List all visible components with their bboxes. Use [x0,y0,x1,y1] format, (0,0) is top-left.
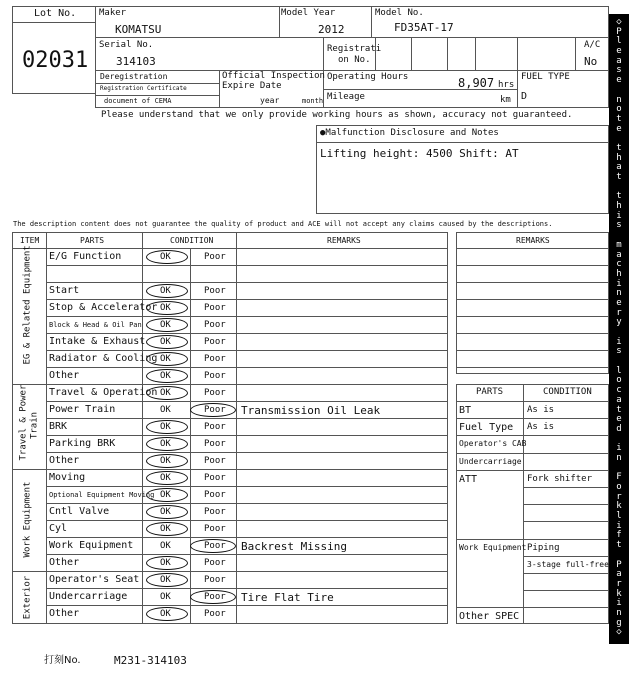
operating-hours-value: 8,907 [458,76,495,90]
sidebar-char: s [616,346,622,357]
sidebar-char: k [616,501,622,512]
part-label: Start [49,285,80,296]
malfunction-box [316,125,609,214]
right-part-label: Other SPEC [459,611,520,623]
ok-circle-mark [146,471,188,485]
ok-label: OK [160,541,171,551]
part-label: Work Equipment [49,540,134,551]
sidebar-char: o [616,482,622,492]
sidebar-char: P [616,559,622,570]
ok-label: OK [160,524,171,534]
ok-label: OK [160,388,171,398]
poor-label: Poor [204,524,226,534]
sidebar-char: k [616,588,622,599]
right-condition-value: Fork shifter [527,473,593,484]
right-condition-value: As is [527,422,555,433]
part-label: Other [49,455,80,466]
right-part-label: Fuel Type [459,422,514,434]
sidebar-char: i [616,336,622,347]
part-label: Optional Equipment Moving [49,491,155,499]
part-label: Parking BRK [49,438,116,449]
poor-label: Poor [204,439,226,449]
sidebar-char: P [616,26,622,37]
part-label: E/G Function [49,251,122,262]
ok-label: OK [160,303,171,313]
sidebar-char: h [616,201,622,212]
poor-circle-mark [190,539,236,553]
poor-label: Poor [204,303,226,313]
hrs-unit: hrs [498,80,515,90]
notice-hours: Please understand that we only provide working hours as shown, accuracy not guaranteed. [101,110,573,120]
sidebar-char: c [616,259,622,270]
sidebar-char: n [616,452,622,463]
ok-circle-mark [146,488,188,502]
sidebar-char: t [616,113,622,124]
sidebar-char: y [616,317,622,328]
sidebar-char: m [616,239,622,250]
part-label: Operator's Seat [49,574,140,585]
sidebar-char: a [616,162,622,173]
footer-label: 打刻No. [44,655,81,666]
poor-label: Poor [204,456,226,466]
sidebar-char: d [616,423,622,434]
ok-label: OK [160,337,171,347]
poor-label: Poor [204,473,226,483]
ok-circle-mark [146,352,188,366]
right-condition-value: As is [527,405,555,415]
model-year-label: Model Year [281,8,336,18]
sidebar-char: e [616,414,622,425]
sidebar-char: g [616,617,622,628]
deregistration-label: Deregistration [100,72,168,81]
poor-label: Poor [204,490,226,500]
sidebar-char: t [616,172,622,182]
ok-label: OK [160,507,171,517]
right-remarks-table [456,232,609,374]
sidebar-char: e [616,297,622,308]
part-label: Intake & Exhaust [49,336,146,347]
inspection-label: Official Inspection [222,71,325,81]
sidebar-char: r [616,578,622,589]
col-parts-header: PARTS [80,236,105,245]
sidebar-char: s [616,65,622,76]
ok-circle-mark [146,335,188,349]
sidebar-char: s [616,220,622,231]
ok-circle-mark [146,607,188,621]
group-travel-line2: Train [29,411,40,440]
sidebar-char: c [616,385,622,396]
poor-label: Poor [204,422,226,432]
fuel-type-label: FUEL TYPE [521,72,570,82]
model-no-label: Model No. [375,8,424,18]
sidebar-char: a [616,249,622,260]
poor-label: Poor [204,609,226,619]
ok-label: OK [160,609,171,619]
sidebar-char: r [616,491,622,502]
group-exterior: Exterior [22,575,33,620]
part-label: Stop & Accelerator [49,302,158,313]
ok-circle-mark [146,437,188,451]
serial-no-value: 314103 [116,55,156,68]
mileage-label: Mileage [327,92,365,102]
sidebar-note [609,14,629,644]
part-label: Moving [49,472,86,483]
right-remarks-header: REMARKS [516,236,550,245]
sidebar-char: ◇ [616,627,622,638]
sidebar-char: h [616,152,622,163]
km-unit: km [500,95,511,105]
ac-value: No [584,55,598,68]
right-part-label: Undercarriage [459,456,522,466]
fuel-type-value: D [521,91,528,102]
ok-label: OK [160,354,171,364]
ac-label: A/C [584,40,601,50]
ok-label: OK [160,252,171,262]
poor-label: Poor [204,405,226,415]
right-condition-header: CONDITION [543,387,592,397]
poor-label: Poor [204,371,226,381]
sidebar-char: e [616,123,622,134]
ok-label: OK [160,473,171,483]
ok-label: OK [160,320,171,330]
sidebar-char: i [616,210,622,221]
poor-label: Poor [204,541,226,551]
sidebar-char: i [616,278,622,289]
ok-label: OK [160,439,171,449]
right-condition-value: 3-stage full-free [527,559,609,569]
sidebar-char: h [616,268,622,279]
right-part-label: BT [459,405,472,416]
part-label: Travel & Operation [49,387,158,398]
malfunction-text: Lifting height: 4500 Shift: AT [320,147,519,160]
sidebar-char: a [616,569,622,580]
registration-certificate-label: Registration Certificate [100,85,187,92]
ok-label: OK [160,558,171,568]
part-label: Other [49,608,80,619]
sidebar-char: f [616,530,622,541]
sidebar-char: a [616,55,622,66]
operating-hours-label: Operating Hours [327,72,409,82]
lot-no: 02031 [22,48,89,73]
poor-label: Poor [204,286,226,296]
sidebar-char: t [616,142,622,153]
maker-label: Maker [99,8,127,18]
model-no-value: FD35AT-17 [394,21,454,34]
ok-label: OK [160,371,171,381]
part-label: Other [49,370,80,381]
sidebar-char: r [616,307,622,318]
sidebar-char: e [616,46,622,57]
month-label: month [302,97,324,105]
group-travel-line1: Travel & Power [18,384,29,461]
ok-label: OK [160,575,171,585]
ok-circle-mark [146,420,188,434]
ok-circle-mark [146,556,188,570]
sidebar-char: F [616,472,622,483]
poor-label: Poor [204,388,226,398]
right-part-label: Work Equipment [459,542,527,552]
footer-value: M231-314103 [114,654,187,667]
sidebar-char: l [616,511,622,522]
part-label: BRK [49,421,68,432]
ok-circle-mark [146,505,188,519]
ok-circle-mark [146,318,188,332]
part-label: Other [49,557,80,568]
sidebar-char: n [616,288,622,299]
poor-label: Poor [204,507,226,517]
sidebar-char: n [616,94,622,105]
col-condition-header: CONDITION [170,236,214,245]
sidebar-char: l [616,365,622,376]
sidebar-char: n [616,607,622,618]
lot-no-label: Lot No. [34,8,77,19]
ok-label: OK [160,456,171,466]
remark-text: Backrest Missing [241,540,347,553]
ok-circle-mark [146,386,188,400]
sidebar-char: t [616,540,622,551]
sidebar-char: e [616,75,622,86]
poor-label: Poor [204,558,226,568]
right-parts-header: PARTS [476,387,504,397]
ok-circle-mark [146,301,188,315]
sidebar-char: t [616,191,622,202]
inspection-label-2: Expire Date [222,81,282,91]
ok-circle-mark [146,522,188,536]
malfunction-title: ●Malfunction Disclosure and Notes [320,128,499,138]
ok-circle-mark [146,573,188,587]
col-item-header: ITEM [20,236,40,245]
ok-circle-mark [146,454,188,468]
remark-text: Tire Flat Tire [241,591,334,604]
poor-label: Poor [204,337,226,347]
group-work: Work Equipment [22,481,33,558]
sidebar-char: ◇ [616,17,622,27]
ok-label: OK [160,592,171,602]
ok-label: OK [160,422,171,432]
poor-label: Poor [204,592,226,602]
poor-circle-mark [190,403,236,417]
right-part-label: Operator's CAB [459,439,527,449]
poor-circle-mark [190,590,236,604]
sidebar-char: l [616,36,622,47]
part-label: Cyl [49,523,68,534]
col-remarks-header: REMARKS [327,236,361,245]
sidebar-char: o [616,104,622,115]
sidebar-char: o [616,375,622,386]
ok-label: OK [160,405,171,415]
cema-label: document of CEMA [104,97,172,105]
part-label: Power Train [49,404,116,415]
poor-label: Poor [204,252,226,262]
sidebar-char: i [616,443,622,454]
part-label: Undercarriage [49,591,128,602]
ok-circle-mark [146,250,188,264]
ok-circle-mark [146,284,188,298]
ok-label: OK [160,490,171,500]
part-label: Cntl Valve [49,506,110,517]
poor-label: Poor [204,575,226,585]
poor-label: Poor [204,320,226,330]
remark-text: Transmission Oil Leak [241,404,381,417]
group-eg: EG & Related Equipment [22,245,33,365]
sidebar-char: i [616,598,622,609]
registration-label: Registrati [327,44,382,54]
sidebar-char: i [616,520,622,531]
ok-label: OK [160,286,171,296]
part-label: Block & Head & Oil Pan [49,321,142,329]
part-label: Radiator & Cooling [49,353,158,364]
maker-value: KOMATSU [115,23,162,36]
poor-label: Poor [204,354,226,364]
year-label: year [260,96,280,105]
model-year-value: 2012 [318,23,345,36]
right-condition-value: Piping [527,542,560,553]
sidebar-char: t [616,404,622,415]
disclaimer: The description content does not guarantee the quality of product and ACE will not accept any claims caused by the descriptions. [13,220,553,228]
sidebar-char: a [616,394,622,405]
registration-label-2: on No. [338,55,371,65]
serial-no-label: Serial No. [99,40,154,50]
ok-circle-mark [146,369,188,383]
right-part-label: ATT [459,473,478,485]
